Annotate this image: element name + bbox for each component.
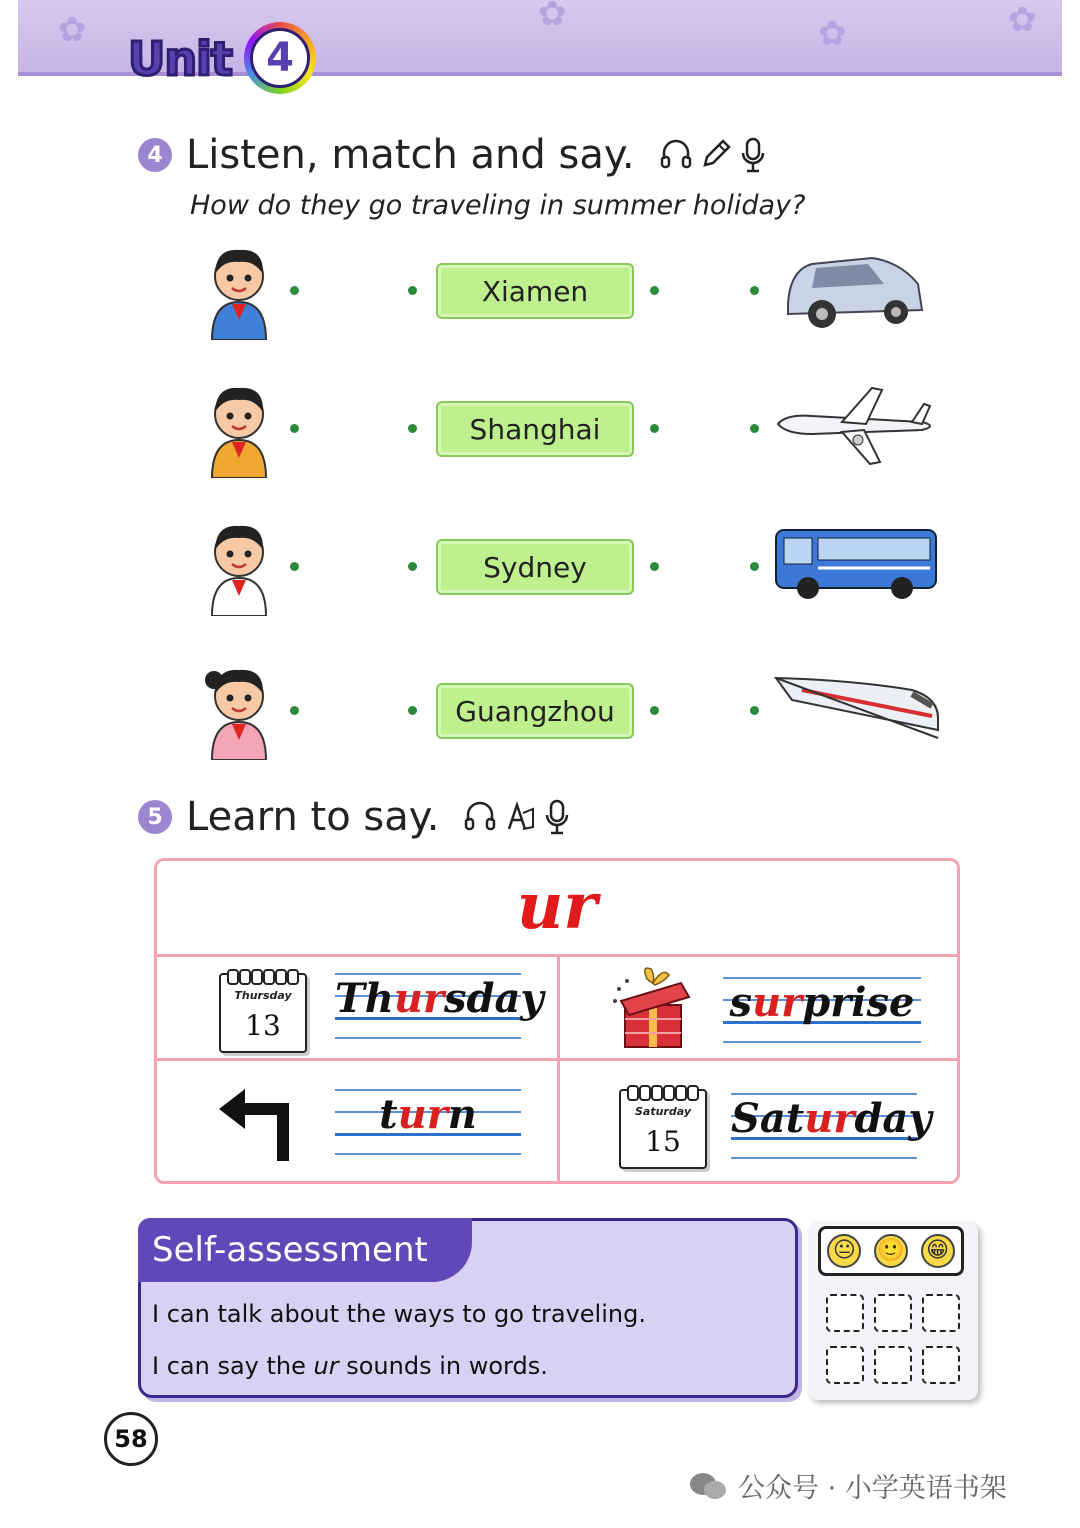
phonics-word: turn xyxy=(379,1091,477,1138)
calendar-day: Saturday xyxy=(635,1105,691,1118)
match-dot[interactable] xyxy=(290,424,299,433)
self-assessment-line: I can talk about the ways to go traveling. xyxy=(152,1300,646,1328)
flower-deco-icon: ✿ xyxy=(58,10,87,50)
phonics-word: Saturday xyxy=(731,1095,932,1142)
turn-arrow-icon xyxy=(217,1083,297,1163)
section-number: 5 xyxy=(138,800,172,834)
flower-deco-icon: ✿ xyxy=(538,0,567,34)
plane-icon xyxy=(772,378,942,482)
match-dot[interactable] xyxy=(408,562,417,571)
rating-checkbox[interactable] xyxy=(922,1346,960,1384)
word-writing-lines xyxy=(723,977,921,1043)
place-label-shanghai: Shanghai xyxy=(436,401,634,457)
gift-box-icon xyxy=(611,961,695,1053)
rating-checkbox[interactable] xyxy=(874,1346,912,1384)
pencil-icon xyxy=(699,137,733,171)
phonics-table xyxy=(154,858,960,1184)
match-dot[interactable] xyxy=(290,706,299,715)
section-title: Listen, match and say. xyxy=(186,132,635,178)
self-assessment-title: Self-assessment xyxy=(152,1230,428,1270)
neutral-face-icon: 😐 xyxy=(827,1234,861,1268)
watermark xyxy=(688,1466,1007,1505)
phonics-word: surprise xyxy=(729,979,915,1026)
child-girl-ponytail-icon xyxy=(194,660,284,764)
page-number: 58 xyxy=(104,1412,158,1466)
section-number: 4 xyxy=(138,138,172,172)
calendar-number: 13 xyxy=(245,1009,281,1042)
match-dot[interactable] xyxy=(650,286,659,295)
watermark-text: 公众号 · 小学英语书架 xyxy=(738,1473,1007,1504)
match-dot[interactable] xyxy=(750,424,759,433)
car-icon xyxy=(772,240,932,344)
rating-faces xyxy=(818,1226,964,1276)
rating-checkbox[interactable] xyxy=(826,1346,864,1384)
calendar-icon xyxy=(219,973,307,1053)
match-dot[interactable] xyxy=(650,706,659,715)
rating-checkbox[interactable] xyxy=(826,1294,864,1332)
calendar-number: 15 xyxy=(645,1125,681,1158)
rating-checkbox[interactable] xyxy=(922,1294,960,1332)
child-boy-red-scarf-icon xyxy=(194,516,284,620)
microphone-icon xyxy=(739,137,767,173)
phonics-word: Thursday xyxy=(335,975,544,1022)
match-dot[interactable] xyxy=(408,286,417,295)
table-divider xyxy=(557,957,560,1181)
word-writing-lines xyxy=(335,1089,521,1155)
unit-label: Unit xyxy=(128,32,232,86)
grin-face-icon: 😁 xyxy=(921,1234,955,1268)
match-dot[interactable] xyxy=(750,706,759,715)
section-title: Learn to say. xyxy=(186,794,440,840)
place-label-sydney: Sydney xyxy=(436,539,634,595)
child-boy-waving-icon xyxy=(194,240,284,344)
match-dot[interactable] xyxy=(650,424,659,433)
question-subtitle: How do they go traveling in summer holiday? xyxy=(190,190,806,221)
match-dot[interactable] xyxy=(750,562,759,571)
self-assessment-line: I can say the ur sounds in words. xyxy=(152,1352,548,1380)
microphone-icon xyxy=(543,799,571,835)
high-speed-train-icon xyxy=(772,660,942,754)
match-dot[interactable] xyxy=(750,286,759,295)
headphones-icon xyxy=(463,799,497,833)
section-4-heading xyxy=(138,132,767,178)
bus-icon xyxy=(772,516,942,610)
wechat-icon xyxy=(688,1471,728,1501)
flower-deco-icon: ✿ xyxy=(1008,0,1037,40)
activity-icons xyxy=(659,137,767,173)
place-label-guangzhou: Guangzhou xyxy=(436,683,634,739)
place-label-xiamen: Xiamen xyxy=(436,263,634,319)
word-writing-lines xyxy=(335,973,544,1039)
rating-checkbox[interactable] xyxy=(874,1294,912,1332)
unit-number-badge xyxy=(244,22,316,94)
section-5-heading xyxy=(138,794,571,840)
unit-number: 4 xyxy=(250,28,310,88)
phonics-sound: ur xyxy=(516,869,598,944)
child-girl-short-hair-icon xyxy=(194,378,284,482)
flower-deco-icon: ✿ xyxy=(818,14,847,54)
match-dot[interactable] xyxy=(290,562,299,571)
match-dot[interactable] xyxy=(408,424,417,433)
reading-icon xyxy=(503,799,537,833)
activity-icons xyxy=(463,799,571,835)
word-writing-lines xyxy=(731,1093,932,1159)
headphones-icon xyxy=(659,137,693,171)
match-dot[interactable] xyxy=(290,286,299,295)
calendar-icon xyxy=(619,1089,707,1169)
calendar-day: Thursday xyxy=(234,989,292,1002)
smile-face-icon: 🙂 xyxy=(874,1234,908,1268)
match-dot[interactable] xyxy=(650,562,659,571)
match-dot[interactable] xyxy=(408,706,417,715)
